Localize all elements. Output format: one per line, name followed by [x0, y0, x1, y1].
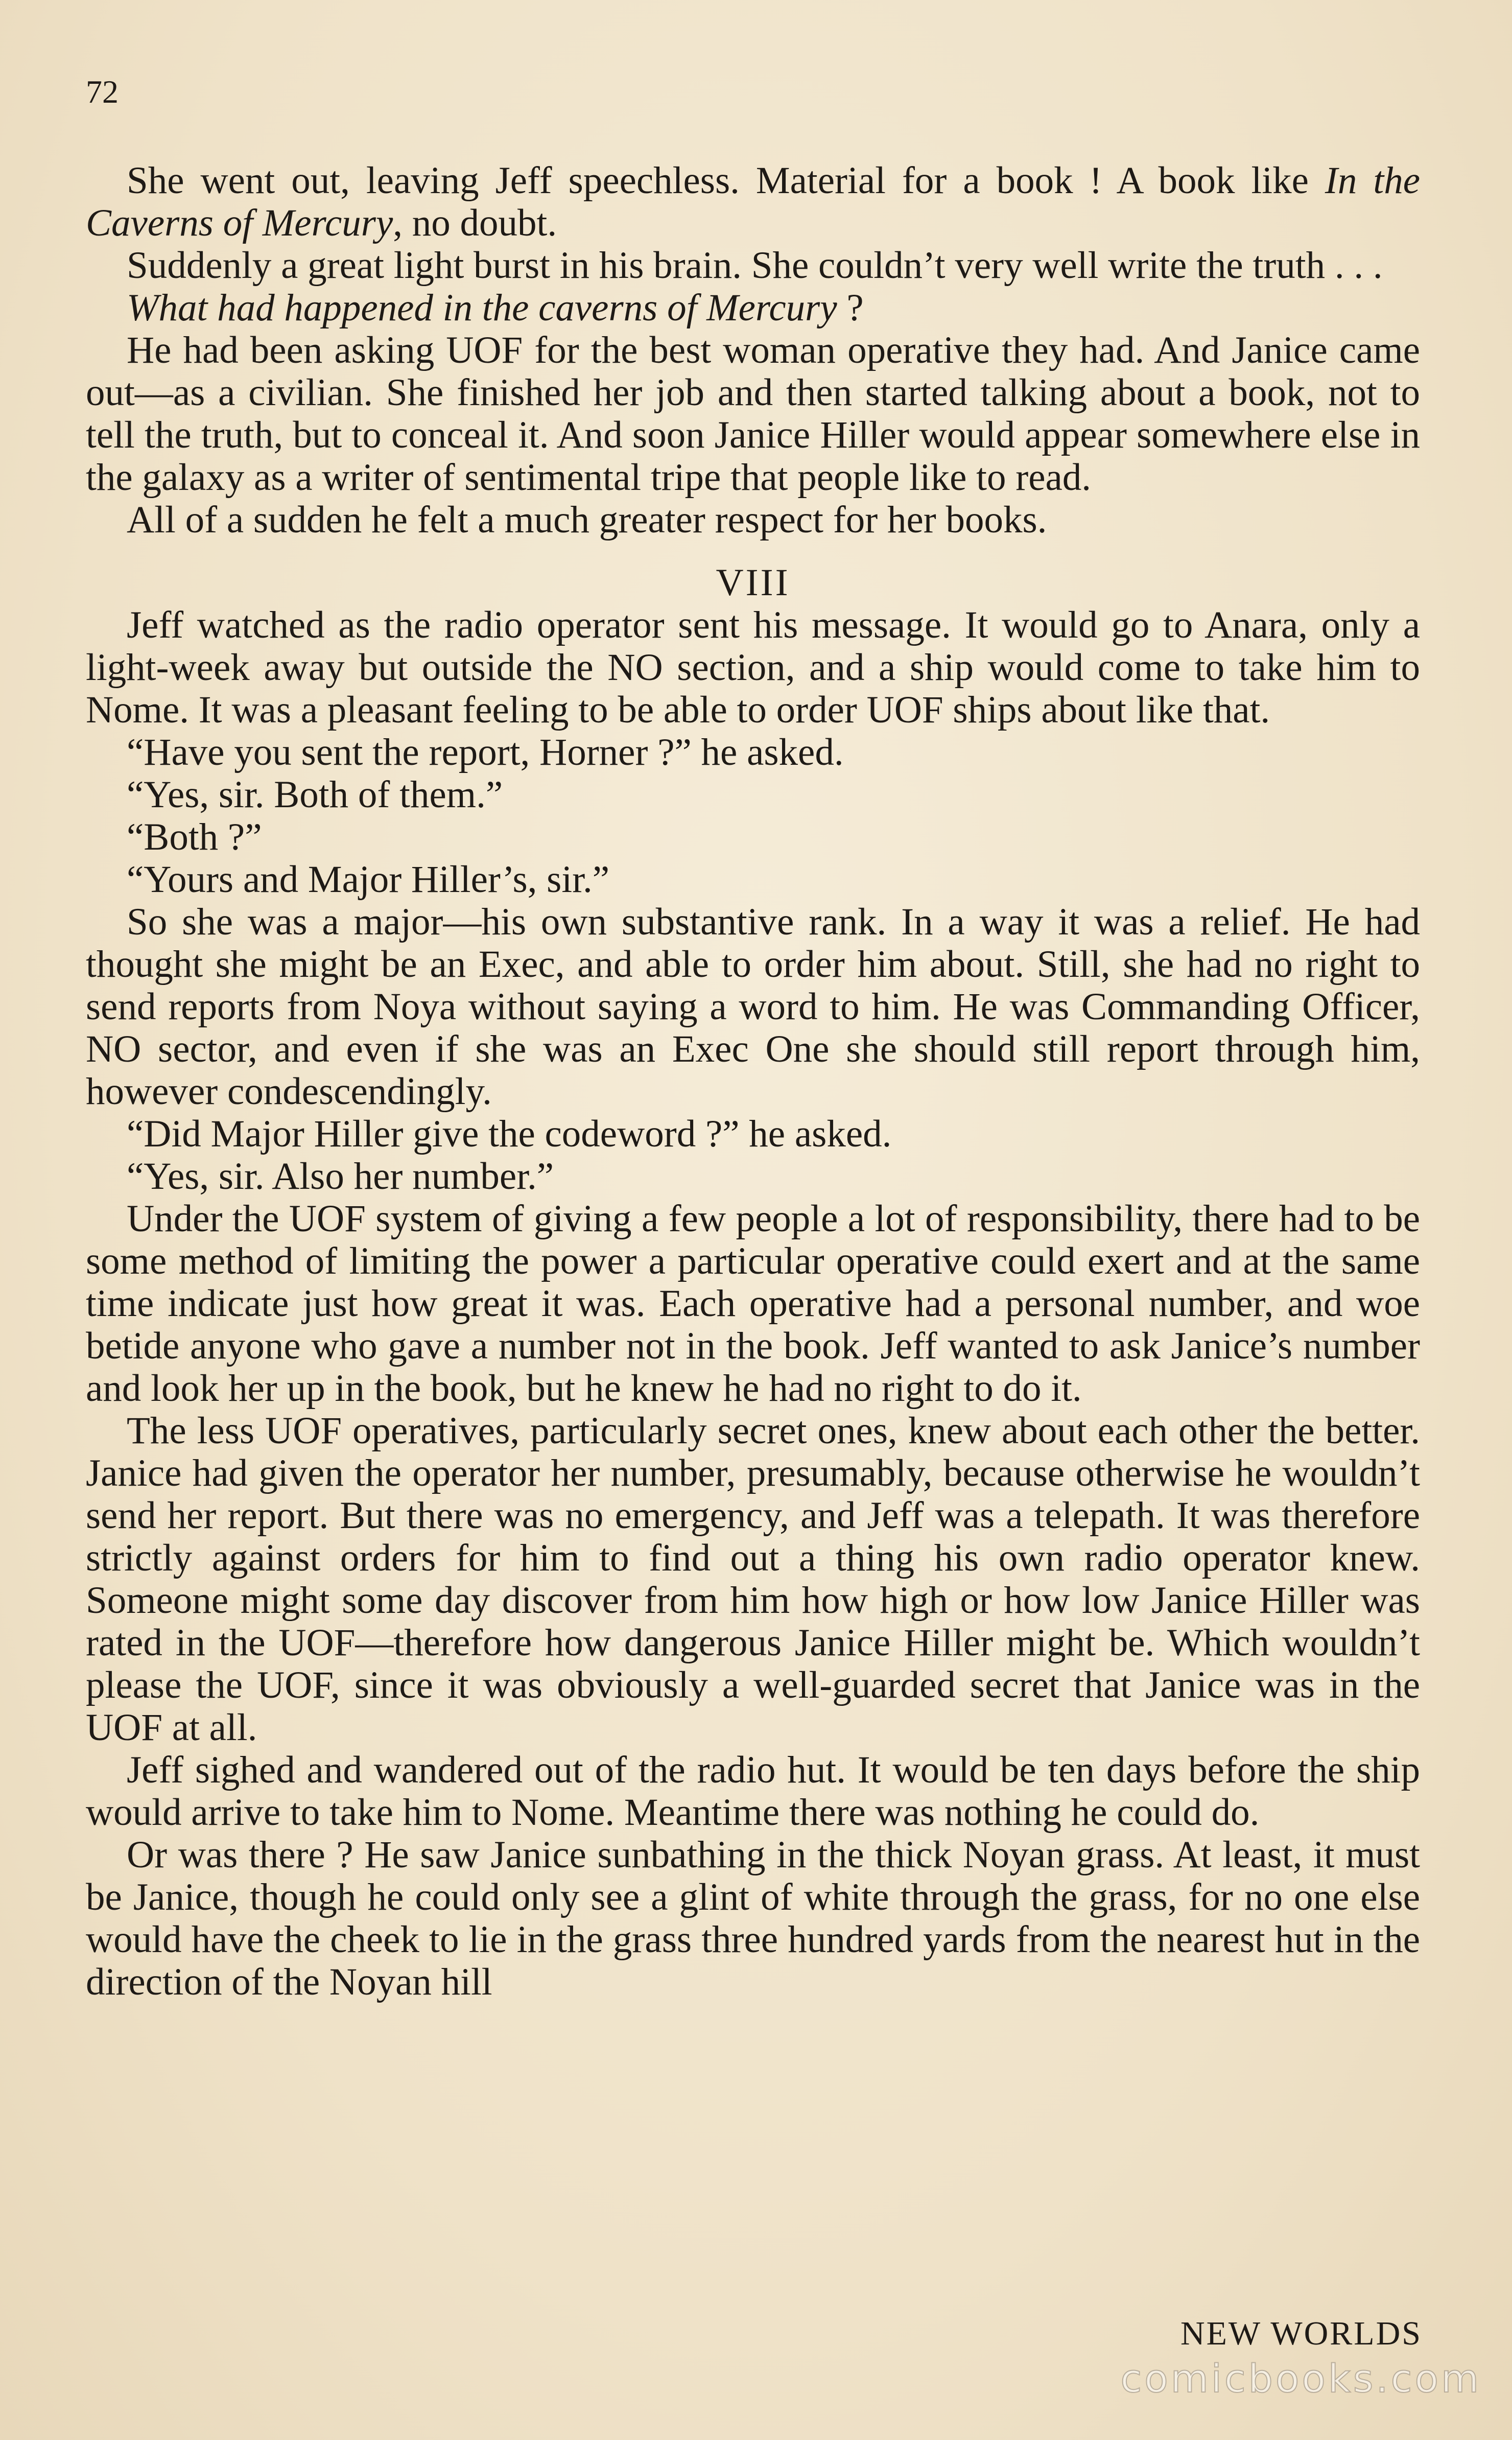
paragraph: Or was there ? He saw Janice sunbathing in the thick Noyan grass. At least, it must be Janice, though he could only see a glint of white through the grass, for no one else would have the cheek to lie in the grass three hundred yards from the nearest hut in the direction of the Noyan hill [86, 1834, 1420, 2003]
magazine-title: NEW WORLDS [1180, 2315, 1422, 2352]
paragraph: Jeff watched as the radio operator sent his message. It would go to Anara, only a light-week away but outside the NO section, and a ship would come to take him to Nome. It was a pleasant feeling to be able to order UOF ships about like that. [86, 604, 1420, 731]
paragraph [86, 287, 1420, 329]
paragraph: “Both ?” [127, 816, 262, 858]
paragraph-text: She went out, leaving Jeff speechless. Material for a book ! A book like [127, 159, 1325, 202]
paragraph: “Have you sent the report, Horner ?” he asked. [127, 731, 844, 773]
paragraph: “Yes, sir. Both of them.” [127, 773, 503, 816]
page-number: 72 [86, 74, 119, 110]
story-text [86, 159, 1420, 2003]
paragraph: So she was a major—his own substantive rank. In a way it was a relief. He had thought she might be an Exec, and able to order him about. Still, she had no right to send reports from Noya without saying a word to him. He was Commanding Officer, NO sector, and even if she was an Exec One she should still report through him, however condescendingly. [86, 901, 1420, 1113]
book-title: In the Caverns of Mercury [86, 159, 1420, 244]
paragraph: “Did Major Hiller give the codeword ?” he asked. [127, 1113, 892, 1155]
paragraph: “Yours and Major Hiller’s, sir.” [127, 858, 610, 901]
paragraph: Under the UOF system of giving a few people a lot of responsibility, there had to be some method of limiting the power a particular operative could exert and at the same time indicate just how great it was. Each operative had a personal number, and woe betide anyone who gave a number not in the book. Jeff wanted to ask Janice’s number and look her up in the book, but he knew he had no right to do it. [86, 1198, 1420, 1410]
chapter-heading: VIII [716, 561, 790, 604]
paragraph: All of a sudden he felt a much greater respect for her books. [127, 499, 1047, 541]
paragraph-text: , no doubt. [393, 202, 557, 244]
paragraph: Suddenly a great light burst in his brain. She couldn’t very well write the truth . . . [127, 244, 1383, 287]
paragraph [86, 159, 1420, 244]
paragraph: He had been asking UOF for the best woman operative they had. And Janice came out—as a civilian. She finished her job and then started talking about a book, not to tell the truth, but to conceal it. And soon Janice Hiller would appear somewhere else in the galaxy as a writer of sentimental tripe that people like to read. [86, 329, 1420, 499]
paragraph: The less UOF operatives, particularly secret ones, knew about each other the better. Janice had given the operator her number, presumably, because otherwise he wouldn’t send her report. But there was no emergency, and Jeff was a telepath. It was therefore strictly against orders for him to find out a thing his own radio operator knew. Someone might some day discover from him how high or how low Janice Hiller was rated in the UOF—therefore how dangerous Janice Hiller might be. Which wouldn’t please the UOF, since it was obviously a well-guarded secret that Janice was in the UOF at all. [86, 1410, 1420, 1749]
paragraph-text: ? [837, 287, 864, 329]
watermark: comicbooks.com [1120, 2356, 1481, 2401]
paragraph: Jeff sighed and wandered out of the radio hut. It would be ten days before the ship would arrive to take him to Nome. Meantime there was nothing he could do. [86, 1749, 1420, 1834]
italic-question: What had happened in the caverns of Mercury [127, 287, 837, 329]
paragraph: “Yes, sir. Also her number.” [127, 1155, 554, 1198]
